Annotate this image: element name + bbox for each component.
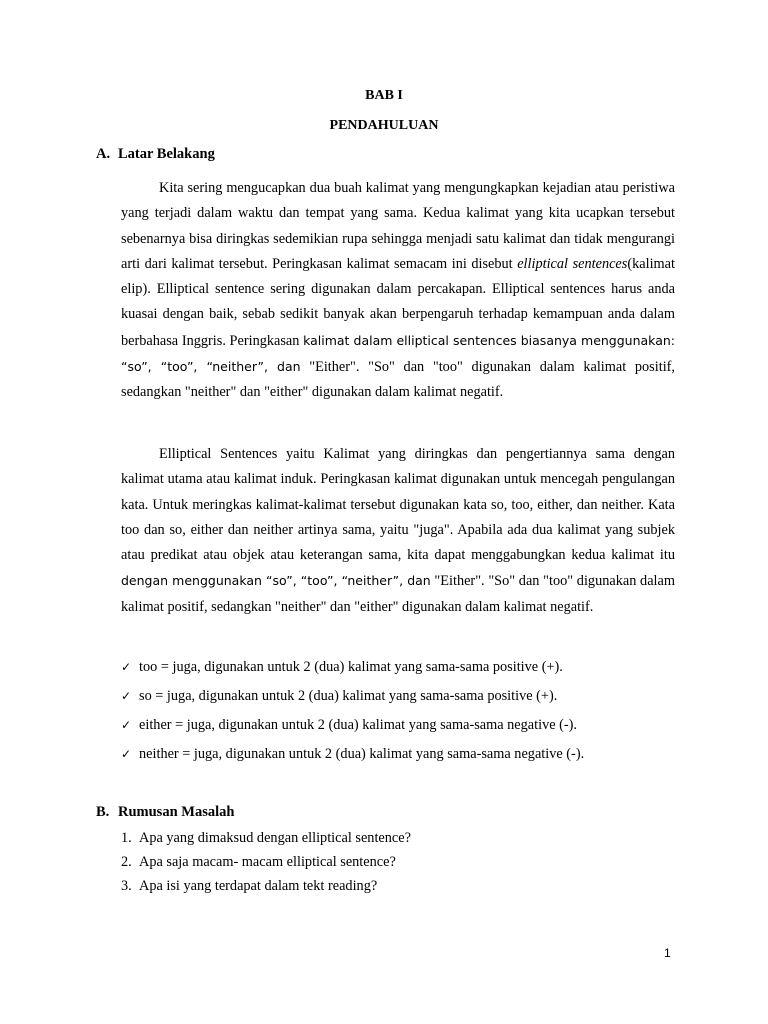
section-b-title: Rumusan Masalah — [118, 804, 235, 820]
check-icon: ✓ — [121, 747, 132, 761]
paragraph-latar-belakang-1 — [121, 176, 675, 406]
paragraph-text: Elliptical Sentences yaitu Kalimat yang diringkas dan pengertiannya sama dengan kalimat utama atau kalimat induk. Peringkasan kalimat digunakan untuk mencegah pengulangan kata. Untuk meringkas kalimat-kalimat tersebut digunakan kata so, too, either, dan neither. Kata too dan so, either dan neither artinya sama, yaitu "juga". Apabila ada dua kalimat yang subjek atau predikat atau objek atau keterangan sama, kita dapat menggabungkan kedua kalimat itu — [121, 446, 675, 564]
list-item — [121, 828, 675, 852]
section-a-title: Latar Belakang — [118, 146, 215, 162]
section-a-label: A. — [96, 146, 111, 162]
paragraph-latar-belakang-2 — [121, 442, 675, 620]
checklist-item — [121, 715, 675, 744]
list-item-text: Apa yang dimaksud dengan elliptical sentence? — [139, 830, 411, 846]
checklist — [121, 657, 675, 773]
list-item-number: 1. — [121, 830, 132, 846]
checklist-item-text: so = juga, digunakan untuk 2 (dua) kalimat yang sama-sama positive (+). — [139, 688, 558, 704]
list-item-number: 2. — [121, 854, 132, 870]
section-a-heading — [96, 146, 215, 163]
check-icon: ✓ — [121, 660, 132, 674]
checklist-item-text: too = juga, digunakan untuk 2 (dua) kalimat yang sama-sama positive (+). — [139, 659, 563, 675]
list-item — [121, 876, 675, 900]
checklist-item — [121, 744, 675, 773]
checklist-item — [121, 657, 675, 686]
list-item-text: Apa saja macam- macam elliptical sentence? — [139, 854, 396, 870]
section-b-heading — [96, 804, 234, 821]
page-number: 1 — [664, 946, 671, 960]
list-item — [121, 852, 675, 876]
paragraph-text: (kalimat elip). Elliptical sentence sering digunakan dalam percakapan. Elliptical sentences harus anda kuasai dengan baik, sebab sedikit banyak akan berpengaruh terhadap kemampuan anda dalam berbahasa Inggris. Peringkasan — [121, 255, 675, 349]
list-item-text: Apa isi yang terdapat dalam tekt reading? — [139, 878, 378, 894]
checklist-item-text: neither = juga, digunakan untuk 2 (dua) kalimat yang sama-sama negative (-). — [139, 746, 585, 762]
chapter-title: BAB I — [365, 88, 403, 103]
checklist-item — [121, 686, 675, 715]
paragraph-text: "Either". "So" dan "too" digunakan dalam kalimat positif, sedangkan "neither" dan "either" digunakan dalam kalimat negatif. — [121, 573, 675, 615]
paragraph-text: Kita sering mengucapkan dua buah kalimat yang mengungkapkan kejadian atau peristiwa yang terjadi dalam waktu dan tempat yang sama. Kedua kalimat yang kita ucapkan tersebut sebenarnya bisa diringkas sedemikian rupa sehingga menjadi satu kalimat dan tidak mengurangi arti dari kalimat tersebut. Peringkasan kalimat semacam ini disebut — [121, 180, 675, 272]
check-icon: ✓ — [121, 689, 132, 703]
paragraph-text: "Either". "So" dan "too" digunakan dalam kalimat positif, sedangkan "neither" dan "either" digunakan dalam kalimat negatif. — [121, 359, 675, 401]
italic-term: elliptical sentences — [517, 255, 628, 272]
list-item-number: 3. — [121, 878, 132, 894]
chapter-subtitle: PENDAHULUAN — [329, 118, 439, 133]
checklist-item-text: either = juga, digunakan untuk 2 (dua) kalimat yang sama-sama negative (-). — [139, 717, 578, 733]
numbered-list — [121, 828, 675, 900]
paragraph-text-sans: dengan menggunakan “so”, “too”, “neither”, dan — [121, 573, 431, 589]
section-b-label: B. — [96, 804, 110, 820]
paragraph-text-sans: kalimat dalam elliptical sentences biasanya menggunakan: “so”, “too”, “neither”, dan — [121, 332, 675, 375]
check-icon: ✓ — [121, 718, 132, 732]
